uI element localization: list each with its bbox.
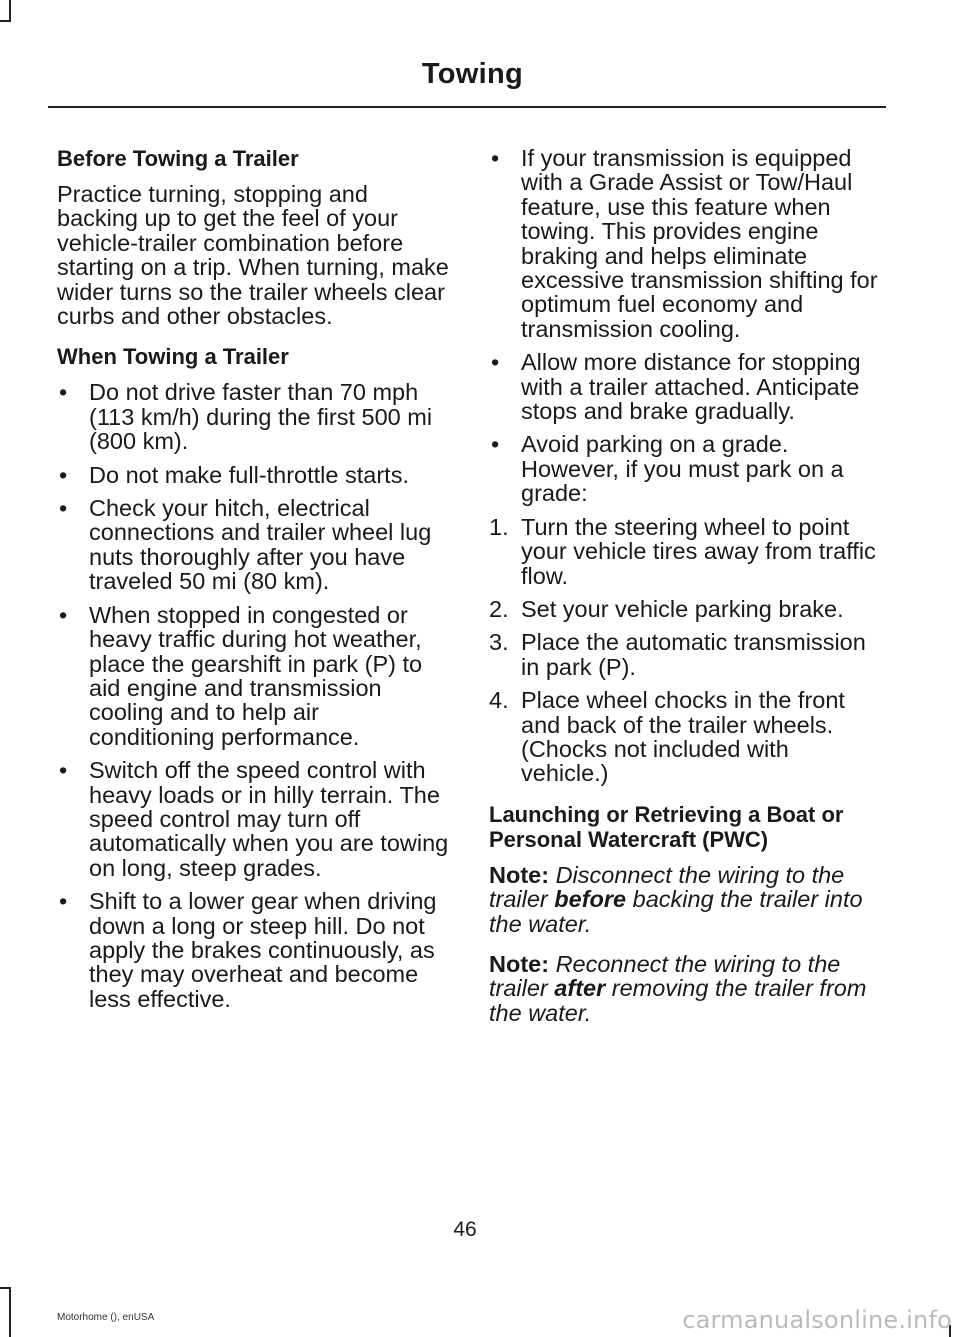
list-item [489, 432, 882, 505]
list-item-text: Shift to a lower gear when driving down a long or steep hill. Do not apply the brakes continuously, as they may overheat and become less effective. [89, 888, 437, 1012]
note-emphasis: before [554, 886, 627, 913]
right-column [489, 146, 882, 1041]
list-item-text: Check your hitch, electrical connections and trailer wheel lug nuts thoroughly after you have traveled 50 mi (80 km). [89, 495, 432, 595]
list-item [57, 603, 449, 749]
note-text: backing the trailer into the water. [489, 886, 863, 937]
left-column [57, 146, 449, 1020]
step-item [489, 597, 882, 621]
list-item [57, 380, 449, 453]
towing-tips-list-continued [489, 146, 882, 506]
list-item [57, 889, 449, 1011]
bullet-glyph: • [491, 349, 500, 376]
list-item-text: Do not drive faster than 70 mph (113 km/h) during the first 500 mi (800 km). [89, 379, 433, 455]
towing-tips-list [57, 380, 449, 1011]
step-item [489, 630, 882, 679]
note-reconnect [489, 952, 882, 1025]
list-item [57, 463, 449, 487]
note-label: Note: [489, 861, 550, 888]
note-text: removing the trailer from the water. [489, 975, 867, 1026]
watermark: carmanualsonline.info [682, 1306, 952, 1334]
page-number: 46 [453, 1218, 477, 1241]
step-number: 4. [489, 687, 509, 714]
crop-mark [0, 20, 11, 22]
bullet-glyph: • [59, 495, 68, 522]
bullet-glyph: • [59, 888, 68, 915]
step-text: Set your vehicle parking brake. [521, 595, 844, 622]
list-item-text: When stopped in congested or heavy traffic during hot weather, place the gearshift in park (P) to aid engine and transmission cooling and to help air conditioning performance. [89, 601, 423, 750]
list-item [489, 146, 882, 341]
note-text: Reconnect the wiring to the trailer [489, 950, 841, 1002]
section-heading-when-towing: When Towing a Trailer [57, 344, 289, 370]
crop-mark [9, 0, 11, 22]
page-title: Towing [421, 58, 523, 90]
step-text: Turn the steering wheel to point your vehicle tires away from traffic flow. [521, 513, 876, 589]
step-number: 1. [489, 513, 509, 540]
section-heading-before-towing: Before Towing a Trailer [57, 146, 299, 171]
bullet-glyph: • [59, 379, 68, 406]
list-item-text: Switch off the speed control with heavy loads or in hilly terrain. The speed control may turn off automatically when you are towing on long, steep grades. [89, 757, 449, 881]
bullet-glyph: • [491, 145, 500, 171]
list-item-text: If your transmission is equipped with a Grade Assist or Tow/Haul feature, use this feature when towing. This provides engine braking and helps eliminate excessive transmission shifting for optimum fuel economy and transmission cooling. [521, 145, 878, 342]
document-id: Motorhome (), enUSA [57, 1312, 155, 1323]
note-text: Disconnect the wiring to the trailer [489, 861, 845, 913]
note-disconnect [489, 863, 882, 936]
crop-mark [0, 1287, 11, 1289]
bullet-glyph: • [59, 461, 68, 488]
bullet-glyph: • [59, 757, 68, 784]
note-label: Note: [489, 950, 550, 977]
note-emphasis: after [554, 975, 606, 1002]
before-towing-paragraph: Practice turning, stopping and backing up to get the feel of your vehicle-trailer combination before starting on a trip. When turning, make wider turns so the trailer wheels clear curbs and other obstacles. [57, 181, 449, 330]
step-number: 3. [489, 629, 509, 656]
list-item-text: Do not make full-throttle starts. [89, 461, 409, 488]
step-number: 2. [489, 595, 509, 622]
bullet-glyph: • [59, 601, 68, 628]
list-item-text: Allow more distance for stopping with a trailer attached. Anticipate stops and brake gradually. [521, 349, 861, 425]
step-item [489, 688, 882, 786]
step-item [489, 515, 882, 588]
section-heading-launching: Launching or Retrieving a Boat or Personal Watercraft (PWC) [489, 801, 844, 852]
header-divider [48, 106, 886, 108]
bullet-glyph: • [491, 431, 500, 458]
list-item [57, 758, 449, 880]
parking-steps-list [489, 515, 882, 786]
step-text: Place the automatic transmission in park (P). [521, 629, 866, 680]
list-item [489, 350, 882, 423]
list-item [57, 496, 449, 594]
step-text: Place wheel chocks in the front and back of the trailer wheels. (Chocks not included with vehicle.) [521, 687, 845, 787]
list-item-text: Avoid parking on a grade. However, if you must park on a grade: [521, 431, 844, 507]
crop-mark [9, 1287, 11, 1337]
